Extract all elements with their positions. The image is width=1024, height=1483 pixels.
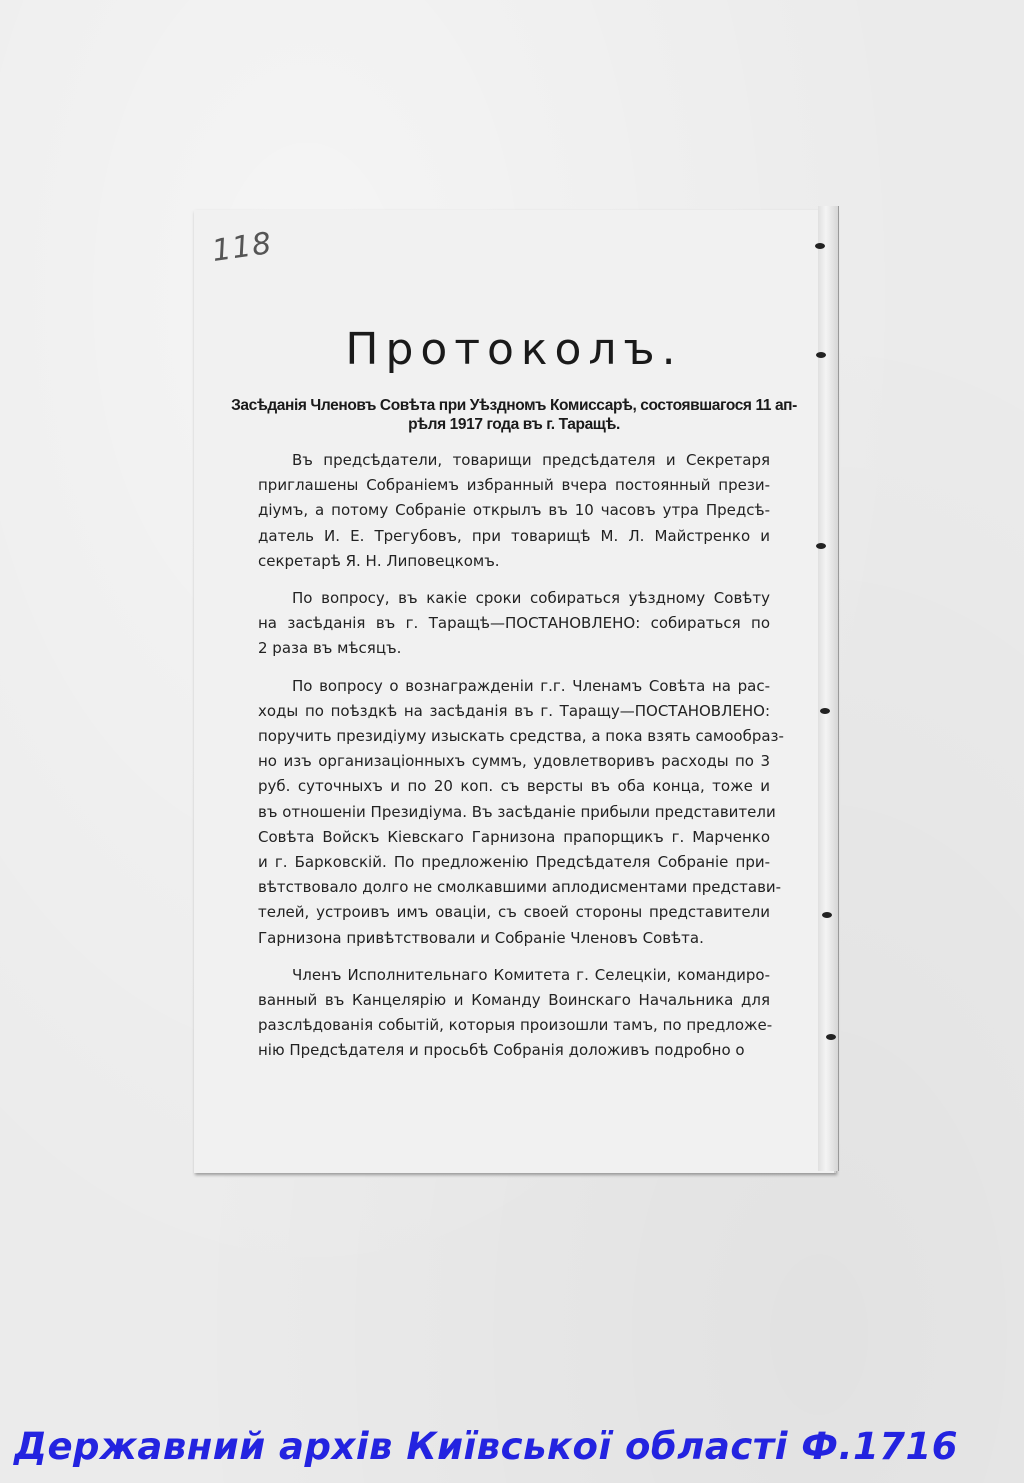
document-title: Протоколъ.	[345, 324, 683, 375]
paragraph	[258, 586, 770, 662]
binding-hole	[822, 912, 832, 918]
text-line: ванный въ Канцелярію и Команду Воинскаго Начальника для	[258, 991, 770, 1010]
subtitle-line: рѣля 1917 года въ г. Таращѣ.	[408, 416, 620, 433]
paragraph	[258, 963, 773, 1064]
text-line: на засѣданія въ г. Таращѣ—ПОСТАНОВЛЕНО: собираться по	[258, 614, 770, 633]
binding-hole	[816, 543, 826, 549]
text-line: Членъ Исполнительнаго Комитета г. Селецкіи, командиро-	[292, 965, 770, 984]
text-line: руб. суточныхъ и по 20 коп. съ версты въ оба конца, тоже и	[258, 777, 770, 796]
document-subtitle	[194, 396, 834, 434]
binding-hole	[820, 708, 830, 714]
text-line: приглашены Собраніемъ избранный вчера постоянный прези-	[258, 476, 770, 495]
text-line: въ отношеніи Президіума. Въ засѣданіе прибыли представители	[258, 802, 776, 821]
binding-hole	[815, 243, 825, 249]
text-line: Совѣта Войскъ Кіевскаго Гарнизона прапорщикъ г. Марченко	[258, 827, 770, 846]
text-line: вѣтствовало долго не смолкавшими аплодисментами представи-	[258, 878, 782, 897]
text-line: 2 раза въ мѣсяцъ.	[258, 639, 402, 658]
document-body	[258, 448, 784, 1076]
text-line: датель И. Е. Трегубовъ, при товарищѣ М. Л. Майстренко и	[258, 526, 770, 545]
text-line: телей, устроивъ имъ оваціи, съ своей стороны представители	[258, 903, 770, 922]
text-line: но изъ организаціонныхъ суммъ, удовлетворивъ расходы по 3	[258, 752, 770, 771]
text-line: разслѣдованія событій, которыя произошли тамъ, по предложе-	[258, 1016, 773, 1035]
paragraph	[258, 674, 784, 951]
text-line: секретарѣ Я. Н. Липовецкомъ.	[258, 551, 500, 570]
subtitle-line: Засѣданія Членовъ Совѣта при Уѣздномъ Комиссарѣ, состоявшагося 11 ап-	[231, 397, 797, 414]
text-line: ходы по поѣздкѣ на засѣданія въ г. Таращу—ПОСТАНОВЛЕНО:	[258, 701, 770, 720]
paragraph	[258, 448, 770, 574]
text-line: По вопросу о вознагражденіи г.г. Членамъ Совѣта на рас-	[292, 676, 770, 695]
binding-hole	[826, 1034, 836, 1040]
text-line: нію Предсѣдателя и просьбѣ Собранія доложивъ подробно о	[258, 1041, 745, 1060]
archive-caption: Державний архів Київської області Ф.1716	[14, 1425, 959, 1468]
text-line: Гарнизона привѣтствовали и Собраніе Членовъ Совѣта.	[258, 928, 704, 947]
text-line: и г. Барковскій. По предложенію Предсѣдателя Собраніе при-	[258, 853, 770, 872]
text-line: По вопросу, въ какіе сроки собираться уѣздному Совѣту	[292, 589, 770, 608]
text-line: поручить президіуму изыскать средства, а пока взять самообраз-	[258, 727, 784, 746]
handwritten-page-number: 118	[209, 225, 275, 270]
text-line: діумъ, а потому Собраніе открылъ въ 10 часовъ утра Предсѣ-	[258, 501, 770, 520]
text-line: Въ предсѣдатели, товарищи предсѣдателя и Секретаря	[292, 451, 770, 469]
